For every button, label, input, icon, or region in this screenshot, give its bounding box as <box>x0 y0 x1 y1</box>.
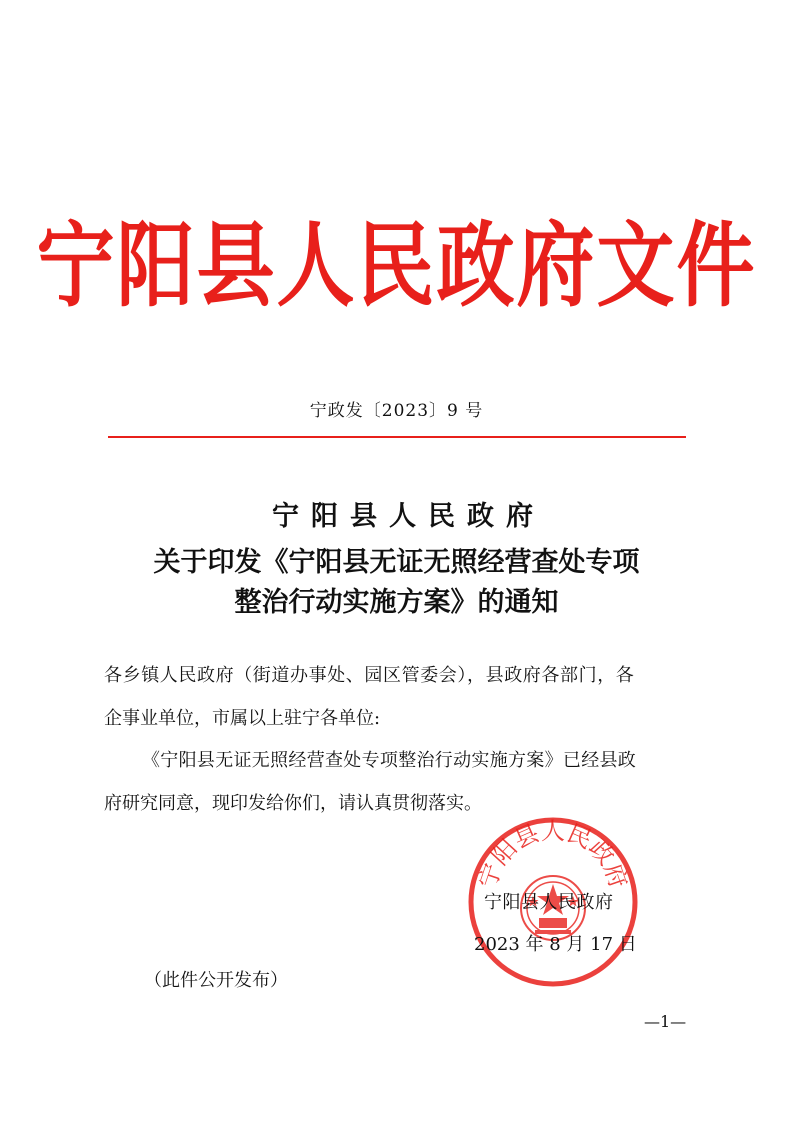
page-number: —1— <box>644 1012 687 1031</box>
seal-arc-text: 宁阳县人民政府 <box>473 816 633 892</box>
body-paragraph-line-2: 府研究同意，现印发给你们，请认真贯彻落实。 <box>104 793 482 814</box>
notice-title-line-2: 关于印发《宁阳县无证无照经营查处专项 <box>153 547 640 578</box>
body-paragraph-line-1: 《宁阳县无证无照经营查处专项整治行动实施方案》已经县政 <box>142 750 637 771</box>
notice-title-line-3: 整治行动实施方案》的通知 <box>234 587 559 618</box>
addressee-line-1: 各乡镇人民政府（街道办事处、园区管委会），县政府各部门，各 <box>104 665 635 686</box>
addressee-line-2: 企事业单位，市属以上驻宁各单位: <box>104 708 381 729</box>
masthead-title: 宁阳县人民政府文件 <box>36 213 757 320</box>
signature-date: 2023 年 8 月 17 日 <box>474 934 637 955</box>
public-disclosure-note: （此件公开发布） <box>144 970 288 991</box>
signature-organization: 宁阳县人民政府 <box>484 892 614 913</box>
red-divider-line <box>108 436 686 438</box>
notice-title-line-1: 宁阳县人民政府 <box>272 501 545 532</box>
document-number: 宁政发〔2023〕9 号 <box>309 401 484 421</box>
